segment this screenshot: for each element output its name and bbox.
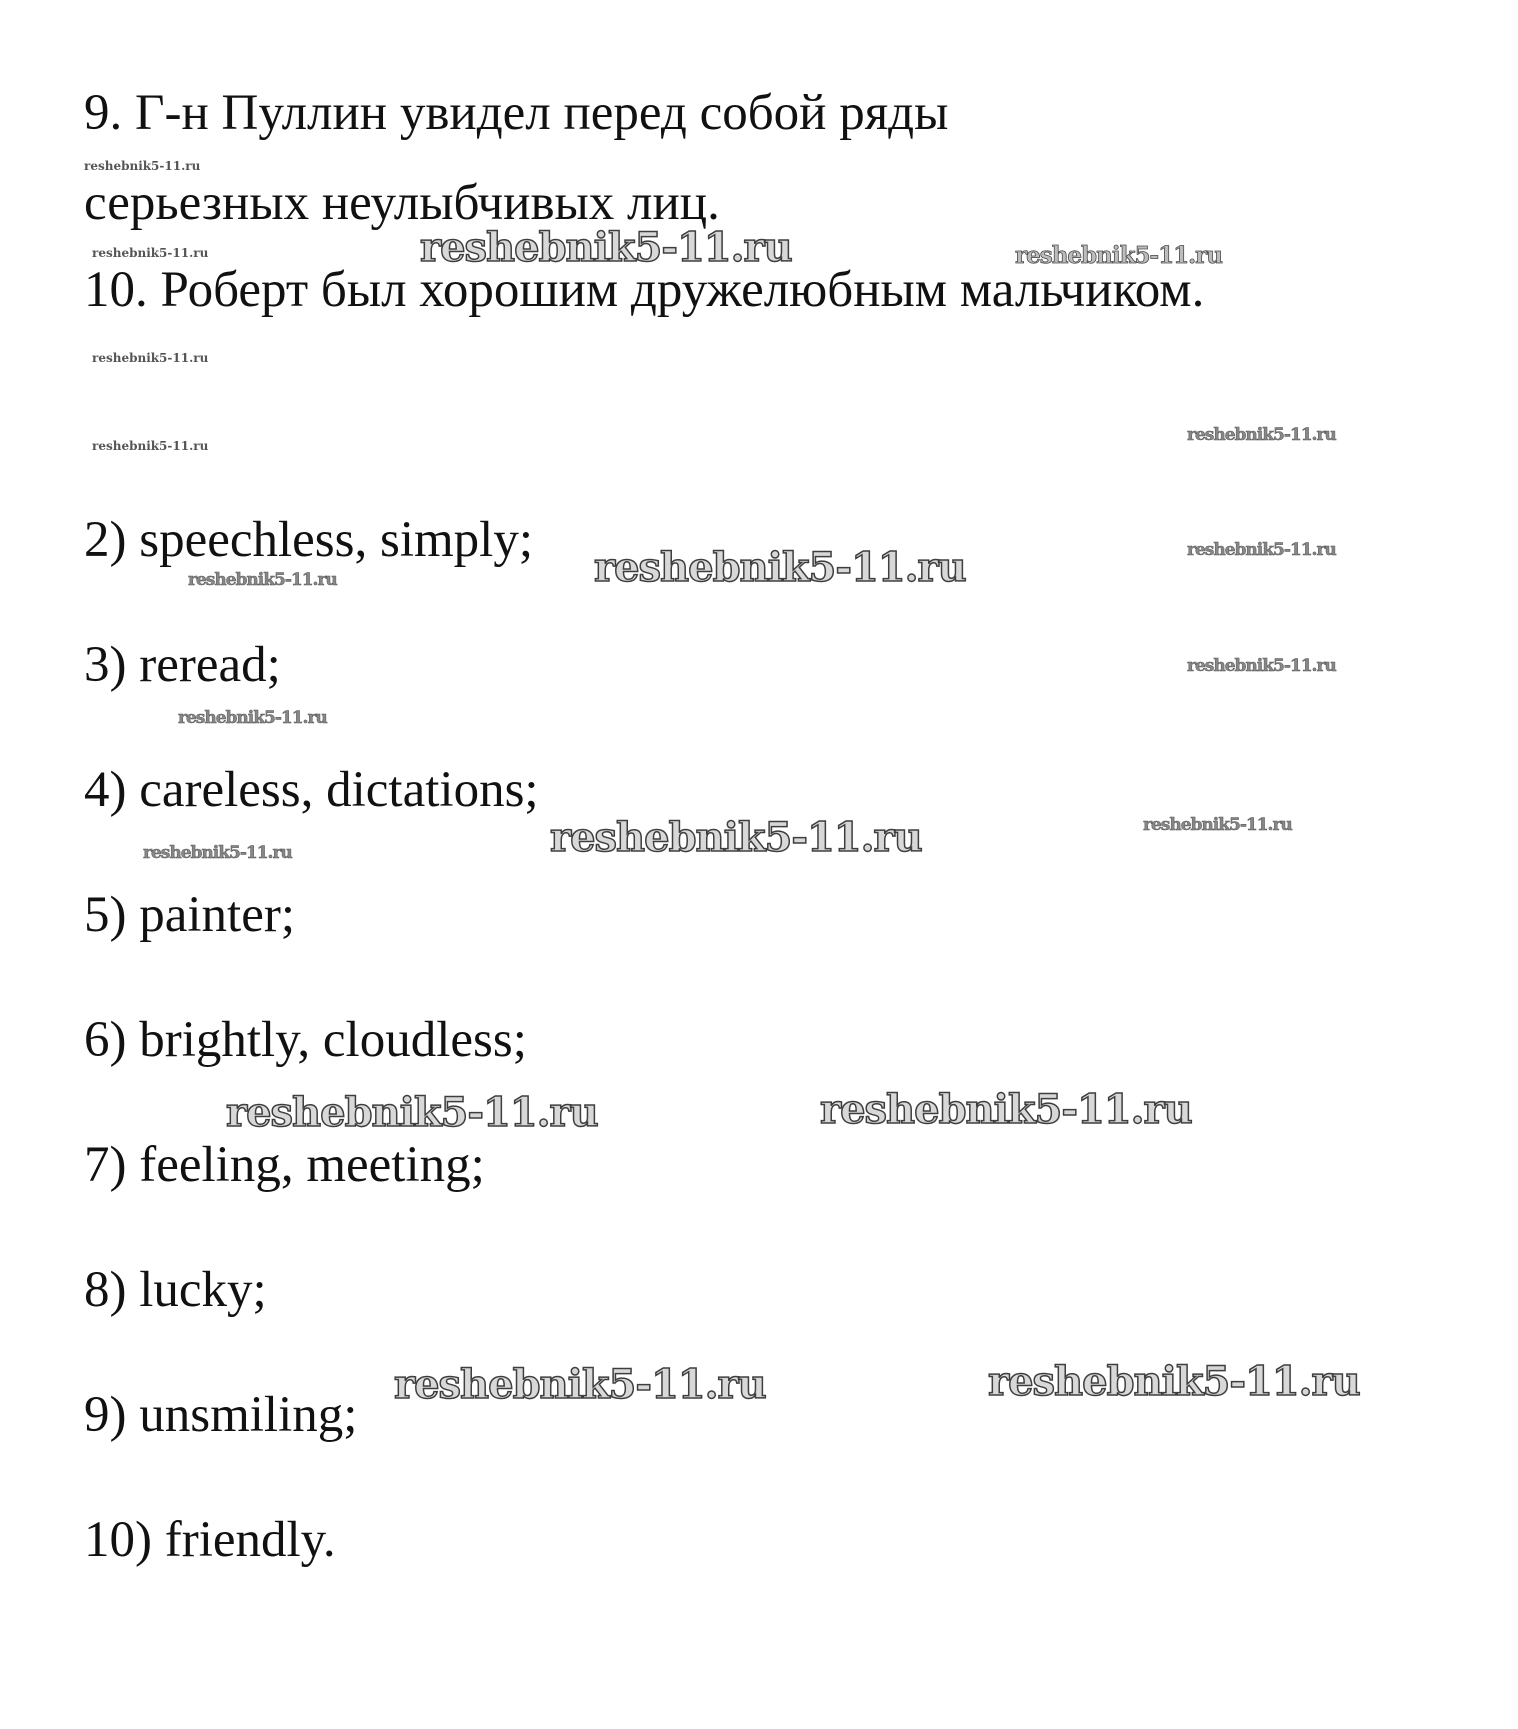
text-line-1: 9. Г-н Пуллин увидел перед собой ряды (84, 85, 949, 141)
watermark: reshebnik5-11.ru (1187, 425, 1336, 445)
watermark: reshebnik5-11.ru (594, 544, 966, 591)
watermark: reshebnik5-11.ru (1187, 540, 1336, 560)
watermark: reshebnik5-11.ru (226, 1089, 598, 1136)
watermark: reshebnik5-11.ru (1187, 656, 1336, 676)
watermark: reshebnik5-11.ru (188, 570, 337, 590)
watermark: reshebnik5-11.ru (178, 708, 327, 728)
watermark: reshebnik5-11.ru (92, 246, 209, 260)
answer-4: 4) careless, dictations; (84, 762, 539, 818)
watermark: reshebnik5-11.ru (394, 1361, 766, 1408)
watermark: reshebnik5-11.ru (420, 224, 792, 271)
answer-9: 9) unsmiling; (84, 1387, 358, 1443)
answer-8: 8) lucky; (84, 1262, 267, 1318)
watermark: reshebnik5-11.ru (820, 1086, 1192, 1133)
watermark: reshebnik5-11.ru (550, 814, 922, 861)
watermark: reshebnik5-11.ru (84, 159, 201, 173)
watermark: reshebnik5-11.ru (1015, 242, 1222, 269)
answer-5: 5) painter; (84, 887, 295, 943)
answer-6: 6) brightly, cloudless; (84, 1012, 527, 1068)
answer-10: 10) friendly. (84, 1512, 336, 1568)
watermark: reshebnik5-11.ru (988, 1358, 1360, 1405)
watermark: reshebnik5-11.ru (92, 351, 209, 365)
answer-2: 2) speechless, simply; (84, 512, 534, 568)
answer-7: 7) feeling, meeting; (84, 1137, 485, 1193)
text-line-2: серьезных неулыбчивых лиц. (84, 175, 720, 231)
watermark: reshebnik5-11.ru (1143, 815, 1292, 835)
watermark: reshebnik5-11.ru (143, 843, 292, 863)
watermark: reshebnik5-11.ru (92, 439, 209, 453)
answer-3: 3) reread; (84, 637, 281, 693)
text-line-3: 10. Роберт был хорошим дружелюбным мальчиком. (84, 262, 1205, 318)
